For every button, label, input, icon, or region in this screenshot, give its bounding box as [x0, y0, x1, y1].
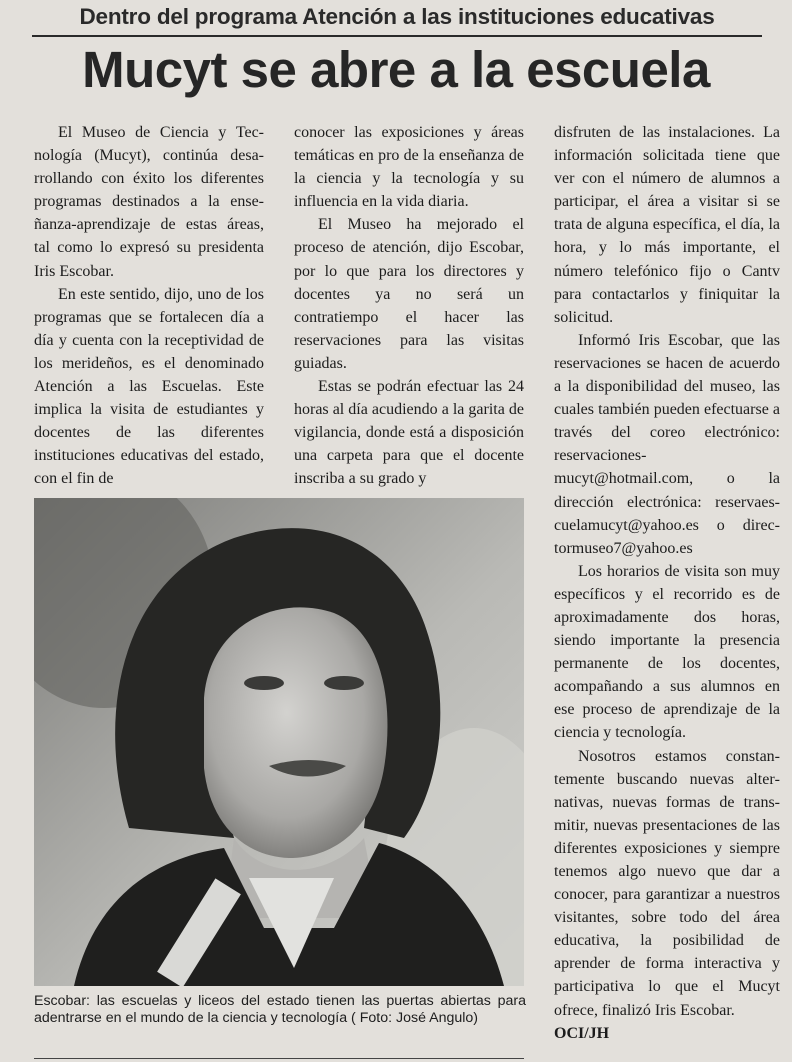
- paragraph: Nosotros estamos constantemente buscando nuevas alternativas, nuevas formas de transmitir, nuevas presentaciones de las diferentes exposiciones y siempre tenemos algo nuevo que dar a conocer, para garantizar a nuestros visitantes, sobre todo del área educativa, la posibilidad de aprender de forma interactiva y participativa lo que el Mucyt ofrece, finalizó Iris Escobar.: [554, 747, 780, 1019]
- paragraph: disfruten de las instalaciones. La información solicitada tiene que ver con el número de alumnos a participar, el área a visitar si se trata de alguna específica, el día, la hora, y lo más importante, el número telefónico fijo o Cantv para contactarlos y finiquitar la solicitud.: [554, 124, 780, 326]
- byline: OCI/JH: [554, 1024, 610, 1042]
- headline: Mucyt se abre a la escuela: [82, 41, 710, 98]
- kicker: Dentro del programa Atención a las instituciones educativas: [79, 4, 715, 29]
- bottom-rule: [34, 1058, 524, 1059]
- photo-caption: Escobar: las escuelas y liceos del estado tienen las puertas abiertas para adentrarse en el mundo de la ciencia y tecnología ( Foto: José Angulo): [34, 993, 526, 1026]
- column-3: [554, 121, 780, 1045]
- paragraph: El Museo ha mejorado el proceso de atención, dijo Escobar, por lo que para los directores y docentes ya no será un contratiempo el hacer las reservaciones para las visitas guiadas.: [294, 216, 524, 372]
- paragraph: Estas se podrán efectuar las 24 horas al día acudiendo a la garita de vigilancia, donde está a disposición una carpeta para que el docente inscriba a su grado y: [294, 378, 524, 488]
- column-2: [294, 121, 524, 491]
- paragraph: El Museo de Ciencia y Tecnología (Mucyt), continúa desarrollando con éxito los diferentes programas destinados a la enseñanza-aprendizaje de estas áreas, tal como lo expresó su presidenta Iris Escobar.: [34, 124, 264, 280]
- column-1: [34, 121, 264, 491]
- paragraph: Los horarios de visita son muy específicos y el recorrido es de aproximadamente dos horas, siendo importante la presencia permanente de los docentes, acompañando a sus alumnos en ese proceso de aprendizaje de la ciencia y tecnología.: [554, 562, 780, 742]
- portrait-photo: [34, 498, 524, 986]
- paragraph: En este sentido, dijo, uno de los programas que se fortalecen día a día y cuenta con la receptividad de los merideños, es el denominado Atención a las Escuelas. Este implica la visita de estudiantes y docentes de las diferentes instituciones educativas del estado, con el fin de: [34, 285, 264, 488]
- top-rule: [32, 35, 762, 37]
- paragraph: Informó Iris Escobar, que las reservaciones se hacen de acuerdo a la disponibilidad del museo, las cuales también pueden efectuarse a través del coreo electrónico: reservacionesmucyt@hotmail.com, o la dirección electrónica: reservaescuelamucyt@yahoo.es o directormuseo7@yahoo.es: [554, 331, 780, 557]
- paragraph: conocer las exposiciones y áreas temáticas en pro de la enseñanza de la ciencia y la tecnología y su influencia en la vida diaria.: [294, 124, 524, 211]
